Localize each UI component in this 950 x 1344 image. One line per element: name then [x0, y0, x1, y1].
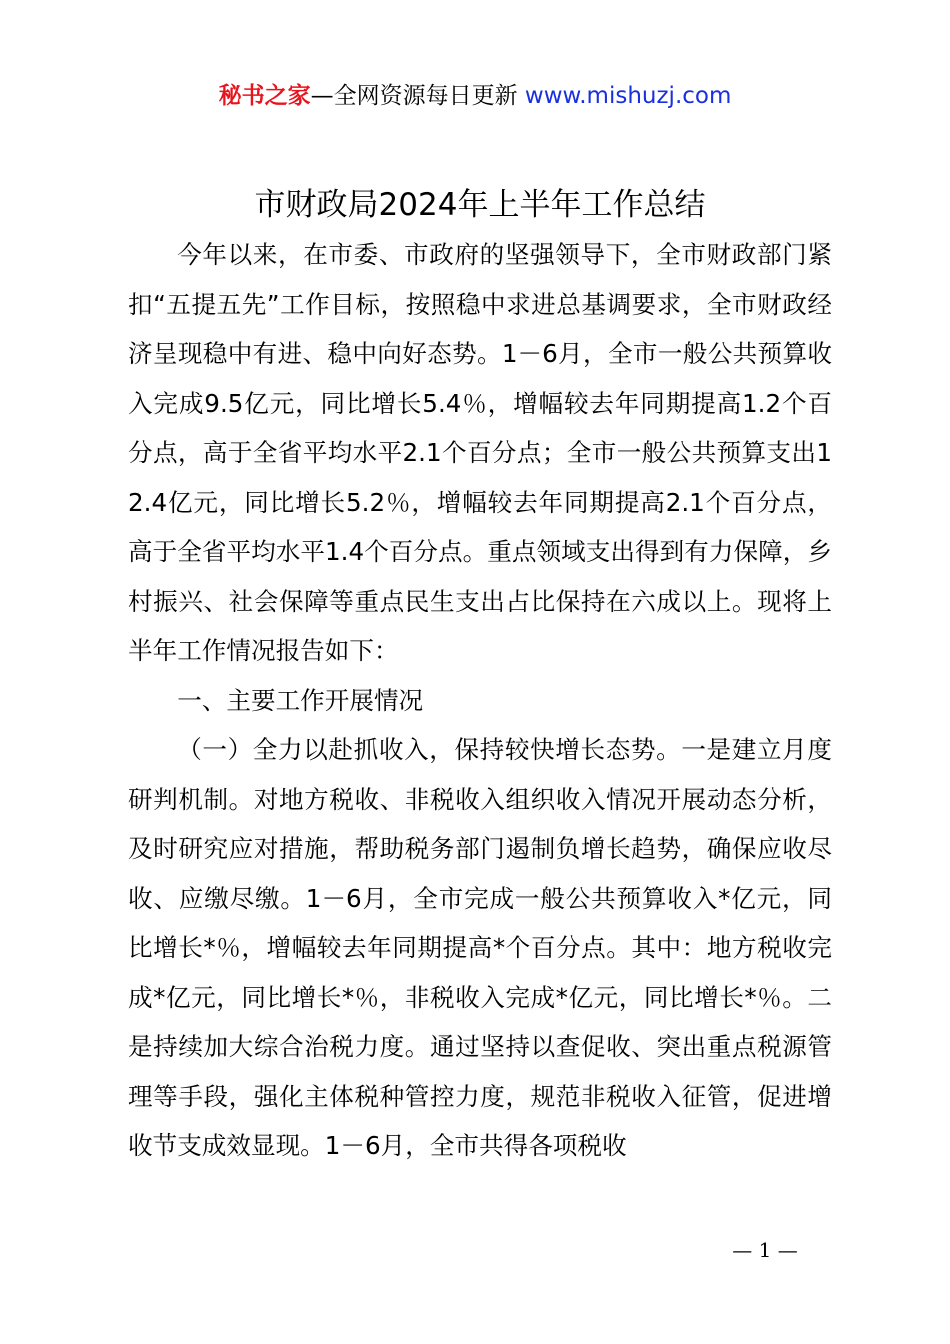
document-body [128, 230, 832, 1171]
site-header [0, 80, 950, 112]
body-paragraph: （一）全力以赴抓收入，保持较快增长态势。一是建立月度研判机制。对地方税收、非税收入组织收入情况开展动态分析，及时研究应对措施，帮助税务部门遏制负增长趋势，确保应收尽收、应缴尽缴。1－6月，全市完成一般公共预算收入*亿元，同比增长*％，增幅较去年同期提高*个百分点。其中：地方税收完成*亿元，同比增长*％，非税收入完成*亿元，同比增长*％。二是持续加大综合治税力度。通过坚持以查促收、突出重点税源管理等手段，强化主体税种管控力度，规范非税收入征管，促进增收节支成效显现。1－6月，全市共得各项税收 [128, 735, 832, 1160]
page-number: — 1 — [732, 1238, 798, 1262]
section-heading: 一、主要工作开展情况 [177, 685, 424, 715]
site-brand: 秘书之家 [218, 83, 311, 109]
site-tagline: —全网资源每日更新 [310, 83, 518, 109]
document-title: 市财政局2024年上半年工作总结 [254, 187, 706, 223]
site-url-link[interactable]: www.mishuzj.com [524, 83, 732, 109]
intro-paragraph: 今年以来，在市委、市政府的坚强领导下，全市财政部门紧扣“五提五先”工作目标，按照稳中求进总基调要求，全市财政经济呈现稳中有进、稳中向好态势。1－6月，全市一般公共预算收入完成9.5亿元，同比增长5.4％，增幅较去年同期提高1.2个百分点，高于全省平均水平2.1个百分点；全市一般公共预算支出12.4亿元，同比增长5.2％，增幅较去年同期提高2.1个百分点，高于全省平均水平1.4个百分点。重点领域支出得到有力保障，乡村振兴、社会保障等重点民生支出占比保持在六成以上。现将上半年工作情况报告如下： [128, 240, 832, 665]
